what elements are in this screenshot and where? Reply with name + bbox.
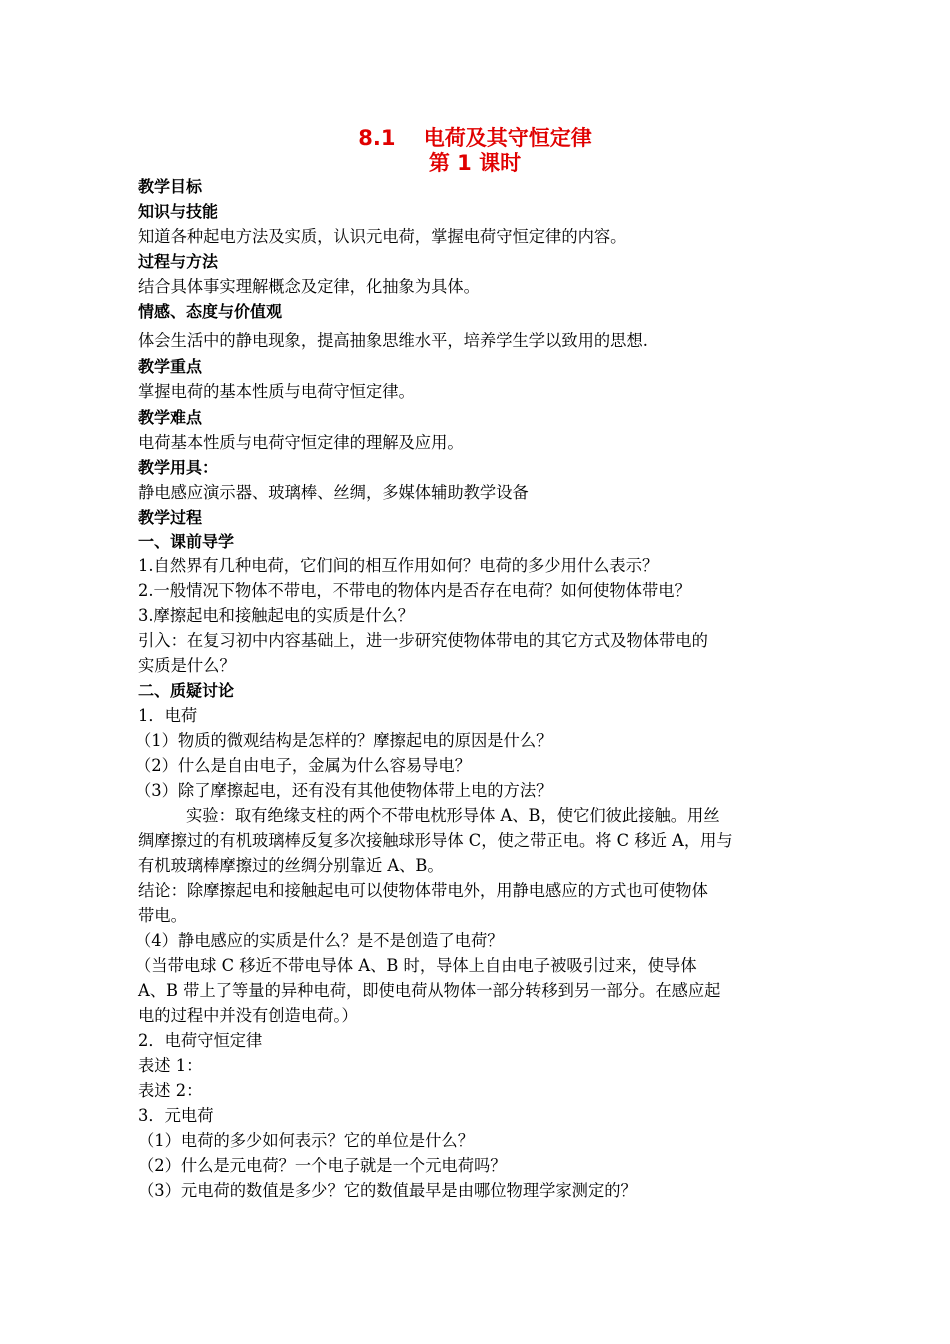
text-line: 表述 1： [138,1056,203,1075]
text-line: 表述 2： [138,1081,203,1100]
text-line: 实验：取有绝缘支柱的两个不带电枕形导体 A、B，使它们彼此接触。用丝 [186,806,720,825]
section-heading: 教学目标 [138,177,203,196]
section-heading: 教学用具： [138,458,219,477]
text-line: 1．电荷 [138,706,198,725]
text-line: 静电感应演示器、玻璃棒、丝绸，多媒体辅助教学设备 [138,483,529,502]
text-line: （1）电荷的多少如何表示？它的单位是什么？ [138,1131,474,1150]
text-line: （2）什么是自由电子，金属为什么容易导电？ [135,756,471,775]
text-line: （1）物质的微观结构是怎样的？摩擦起电的原因是什么？ [135,731,553,750]
text-line: A、B 带上了等量的异种电荷，即使电荷从物体一部分转移到另一部分。在感应起 [138,981,721,1000]
text-line: （当带电球 C 移近不带电导体 A、B 时，导体上自由电子被吸引过来，使导体 [135,956,697,975]
text-line: 知道各种起电方法及实质，认识元电荷，掌握电荷守恒定律的内容。 [138,227,627,246]
section-heading: 一、课前导学 [138,532,235,551]
document-title: 8.1 电荷及其守恒定律 [358,126,592,150]
text-line: 掌握电荷的基本性质与电荷守恒定律。 [138,382,415,401]
section-heading: 情感、态度与价值观 [138,302,283,321]
text-line: 3．元电荷 [138,1106,214,1125]
text-line: 电荷基本性质与电荷守恒定律的理解及应用。 [138,433,464,452]
section-heading: 知识与技能 [138,202,219,221]
text-line: 结论：除摩擦起电和接触起电可以使物体带电外，用静电感应的方式也可使物体 [138,881,708,900]
section-heading: 教学过程 [138,508,203,527]
text-line: 结合具体事实理解概念及定律，化抽象为具体。 [138,277,480,296]
text-line: （3）元电荷的数值是多少？它的数值最早是由哪位物理学家测定的？ [138,1181,637,1200]
text-line: 1.自然界有几种电荷，它们间的相互作用如何？电荷的多少用什么表示？ [138,556,659,575]
text-line: 2．电荷守恒定律 [138,1031,263,1050]
section-heading: 二、质疑讨论 [138,681,235,700]
text-line: 体会生活中的静电现象，提高抽象思维水平，培养学生学以致用的思想. [138,331,648,350]
text-line: 电的过程中并没有创造电荷。） [138,1006,358,1025]
text-line: （2）什么是元电荷？一个电子就是一个元电荷吗？ [138,1156,507,1175]
text-line: （4）静电感应的实质是什么？是不是创造了电荷？ [135,931,504,950]
section-heading: 教学重点 [138,357,203,376]
section-heading: 过程与方法 [138,252,219,271]
text-line: 实质是什么？ [138,656,236,675]
text-line: （3）除了摩擦起电，还有没有其他使物体带上电的方法？ [135,781,553,800]
section-heading: 教学难点 [138,408,203,427]
document-subtitle: 第 1 课时 [428,151,522,175]
text-line: 有机玻璃棒摩擦过的丝绸分别靠近 A、B。 [138,856,444,875]
text-line: 2.一般情况下物体不带电，不带电的物体内是否存在电荷？如何使物体带电？ [138,581,691,600]
text-line: 绸摩擦过的有机玻璃棒反复多次接触球形导体 C，使之带正电。将 C 移近 A，用与 [138,831,733,850]
text-line: 带电。 [138,906,187,925]
text-line: 3.摩擦起电和接触起电的实质是什么？ [138,606,415,625]
text-line: 引入：在复习初中内容基础上，进一步研究使物体带电的其它方式及物体带电的 [138,631,708,650]
